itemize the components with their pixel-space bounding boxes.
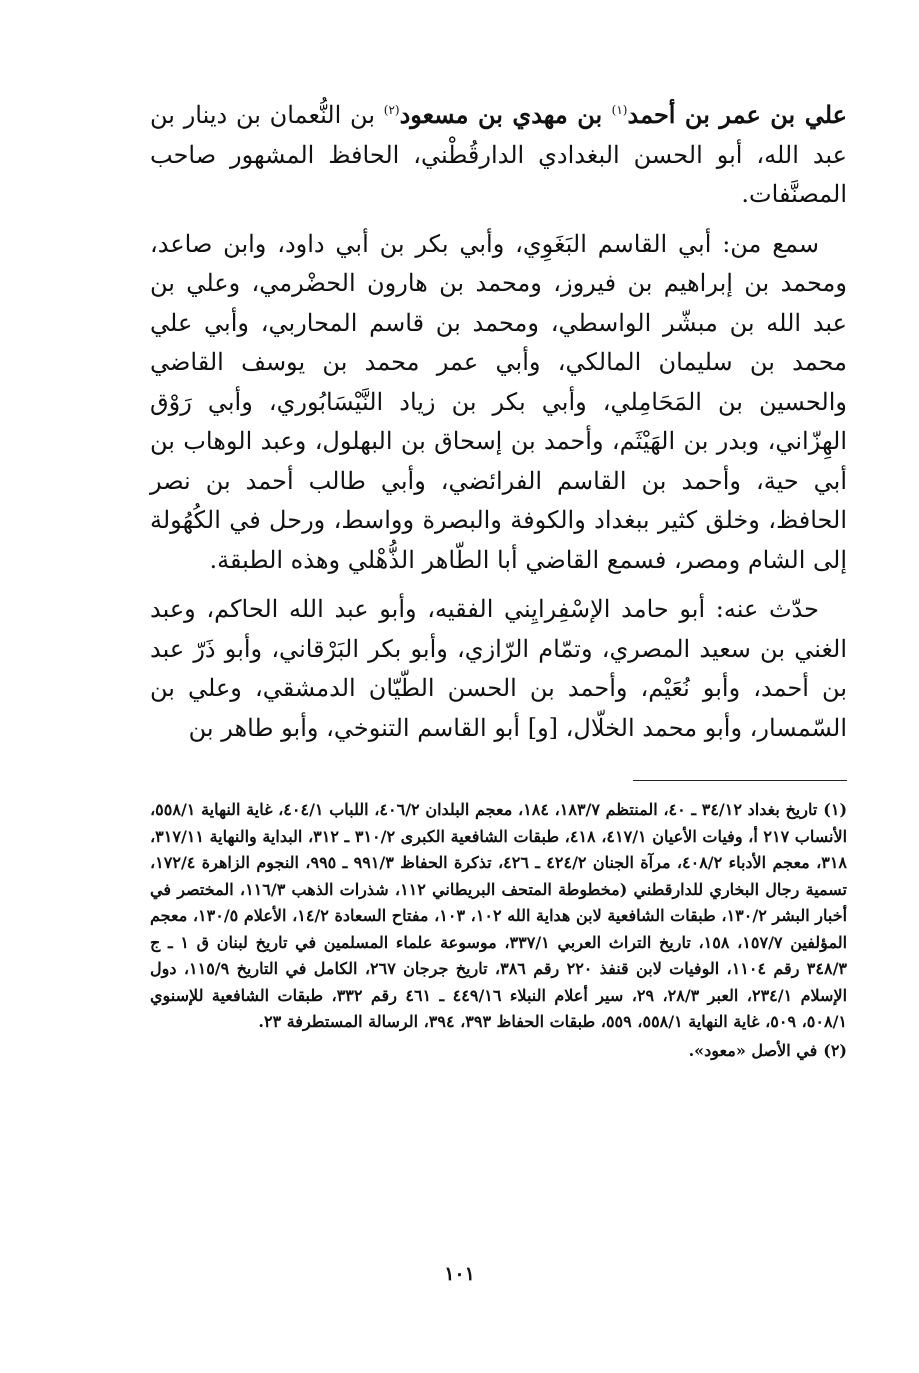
footnote-number: (٢) [823,1040,847,1060]
footnote-text: في الأصل «معود». [688,1040,818,1060]
footnote-text: تاريخ بغداد ٣٤/١٢ ـ ٤٠، المنتظم ١٨٣/٧، ١٨٤، معجم البلدان ٤٠٦/٢، اللباب ٤٠٤/١، غاية النهاية ٥٥٨/١، الأنساب ٢١٧ أ، وفيات الأعيان ٤١٧/١، ٤١٨، طبقات الشافعية الكبرى ٣١٠/٢ ـ ٣١٢، البداية والنهاية ٣١٧/١١، ٣١٨، معجم الأدباء ٤٠٨/٢، مرآة الجنان ٤٢٤/٢ ـ ٤٢٦، تذكرة الحفاظ ٩٩١/٣ ـ ٩٩٥، النجوم الزاهرة ١٧٢/٤، تسمية رجال البخاري للدارقطني (مخطوطة المتحف البريطاني ١١٢، شذرات الذهب ١١٦/٣، المختصر في أخبار البشر ١٣٠/٢، طبقات الشافعية لابن هداية الله ١٠٢، ١٠٣، مفتاح السعادة ١٤/٢، الأعلام ١٣٠/٥، معجم المؤلفين ١٥٧/٧، ١٥٨، تاريخ التراث العربي ٣٣٧/١، موسوعة علماء المسلمين في تاريخ لبنان ق ١ ـ ج ٣٤٨/٣ رقم ١١٠٤، الوفيات لابن قنفذ ٢٢٠ رقم ٣٨٦، تاريخ جرجان ٢٦٧، الكامل في التاريخ ١١٥/٩، دول الإسلام ٢٣٤/١، العبر ٢٨/٣، ٢٩، سير أعلام النبلاء ٤٤٩/١٦ ـ ٤٦١ رقم ٣٣٢، طبقات الشافعية للإسنوي ٥٠٨/١، ٥٠٩، غاية النهاية ٥٥٨/١، ٥٥٩، طبقات الحفاظ ٣٩٣، ٣٩٤، الرسالة المستطرفة ٢٣. [150,800,848,1031]
biography-body [150,95,847,748]
subject-name-part1: علي بن عمر بن أحمد [627,100,847,129]
teachers-paragraph: سمع من: أبي القاسم البَغَوِي، وأبي بكر بن أبي داود، وابن صاعد، ومحمد بن إبراهيم بن فيروز، ومحمد بن هارون الحضْرمي، وعلي بن عبد الله بن مبشّر الواسطي، ومحمد بن قاسم المحاربي، وأبي علي محمد بن سليمان المالكي، وأبي عمر محمد بن يوسف القاضي والحسين بن المَحَامِلي، وأبي بكر بن زياد النَّيْسَابُوري، وأبي رَوْق الهِزّاني، وبدر بن الهَيْثَم، وأحمد بن إسحاق بن البهلول، وعبد الوهاب بن أبي حية، وأحمد بن القاسم الفرائضي، وأبي طالب أحمد بن نصر الحافظ، وخلق كثير ببغداد والكوفة والبصرة وواسط، ورحل في الكُهُولة إلى الشام ومصر، فسمع القاضي أبا الطّاهر الذُّهْلي وهذه الطبقة. [150,229,848,574]
footnote-1 [150,797,847,1036]
footnote-ref-2: (٢) [383,103,400,117]
footnote-2 [150,1038,847,1065]
page-number: ١٠١ [444,1263,475,1285]
students-paragraph: حدّث عنه: أبو حامد الإسْفِرايِني الفقيه، وأبو عبد الله الحاكم، وعبد الغني بن سعيد المصري، وتمّام الرّازي، وأبو بكر البَرْقاني، وأبو ذَرّ عبد بن أحمد، وأبو نُعَيْم، وأحمد بن الحسن الطّيّان الدمشقي، وعلي بن السّمسار، وأبو محمد الخلّال، [و] أبو القاسم التنوخي، وأبو طاهر بن [150,595,847,742]
footnote-divider [633,780,847,781]
footnote-number: (١) [823,800,848,819]
subject-name-part2: بن مهدي بن مسعود [399,100,612,129]
main-text [150,95,847,758]
footnote-ref-1: (١) [611,103,628,117]
subject-lineage: بن النُّعمان بن دينار بن عبد الله، أبو الحسن البغدادي الدارقُطْني، الحافظ المشهور صاحب المصنَّفات. [150,101,847,208]
biography-heading-paragraph [150,95,847,215]
footnotes [150,797,847,1066]
